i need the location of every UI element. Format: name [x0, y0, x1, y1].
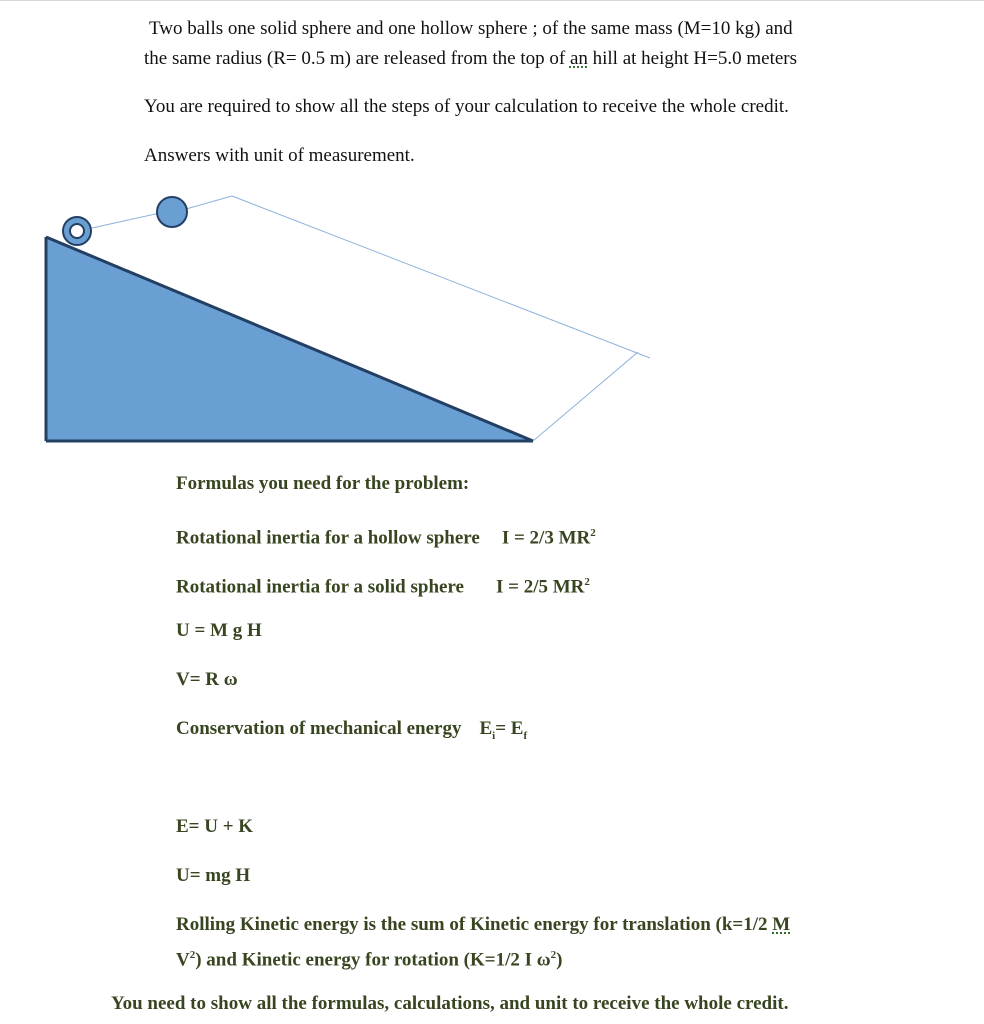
conservation-label: Conservation of mechanical energy	[176, 718, 462, 739]
problem-line-2-after: hill at height H=5.0 meters	[587, 48, 797, 69]
conservation-i: i	[492, 729, 496, 742]
guide-plane-top	[232, 196, 650, 358]
problem-line-2-underlined: an	[569, 48, 588, 69]
solid-inertia-line	[176, 567, 590, 602]
top-rule	[0, 0, 984, 1]
conservation-f: f	[523, 729, 528, 742]
incline-diagram	[0, 180, 700, 450]
formulas-heading: Formulas you need for the problem:	[176, 473, 470, 494]
problem-line-2	[144, 44, 797, 74]
closing-instruction: You need to show all the formulas, calculations, and unit to receive the whole credit.	[111, 993, 789, 1014]
conservation-e: E	[479, 718, 493, 739]
problem-line-4: Answers with unit of measurement.	[144, 145, 415, 166]
hollow-sphere-inner	[70, 224, 84, 238]
rolling-sup-1: 2	[189, 949, 196, 961]
rolling-part-1: Rolling Kinetic energy is the sum of Kinetic energy for translation (k=1/2	[176, 914, 773, 935]
conservation-eq: = E	[495, 718, 524, 739]
guide-plane-right	[533, 352, 638, 441]
hollow-inertia-label: Rotational inertia for a hollow sphere	[176, 527, 480, 549]
potential-energy-formula: U = M g H	[176, 620, 262, 641]
hollow-inertia-line	[176, 518, 596, 553]
guide-top	[92, 213, 160, 228]
problem-line-1: Two balls one solid sphere and one hollow sphere ; of the same mass (M=10 kg) and	[149, 18, 793, 39]
solid-inertia-label: Rotational inertia for a solid sphere	[176, 576, 464, 598]
conservation-line	[176, 714, 527, 751]
rolling-part-3: ) and Kinetic energy for rotation (K=1/2 I ω	[195, 949, 551, 971]
solid-squared: 2	[584, 576, 590, 588]
energy-sum-formula: E= U + K	[176, 816, 254, 837]
solid-sphere	[157, 197, 187, 227]
solid-inertia-formula: I = 2/5 MR	[496, 576, 585, 598]
rolling-sup-2: 2	[550, 949, 557, 961]
potential-energy-formula-2: U= mg H	[176, 865, 251, 886]
rolling-mass-m: M	[772, 914, 791, 935]
rolling-part-4: )	[556, 949, 563, 971]
hollow-inertia-formula: I = 2/3 MR	[501, 527, 591, 549]
problem-line-2-before: the same radius (R= 0.5 m) are released from the top of	[144, 48, 570, 69]
guide-top-right	[186, 196, 232, 209]
rolling-part-2: V	[176, 949, 190, 971]
hollow-squared: 2	[590, 527, 596, 539]
rolling-kinetic-energy	[176, 909, 896, 975]
velocity-formula: V= R ω	[176, 669, 238, 690]
problem-line-3: You are required to show all the steps of your calculation to receive the whole credit.	[144, 96, 789, 117]
